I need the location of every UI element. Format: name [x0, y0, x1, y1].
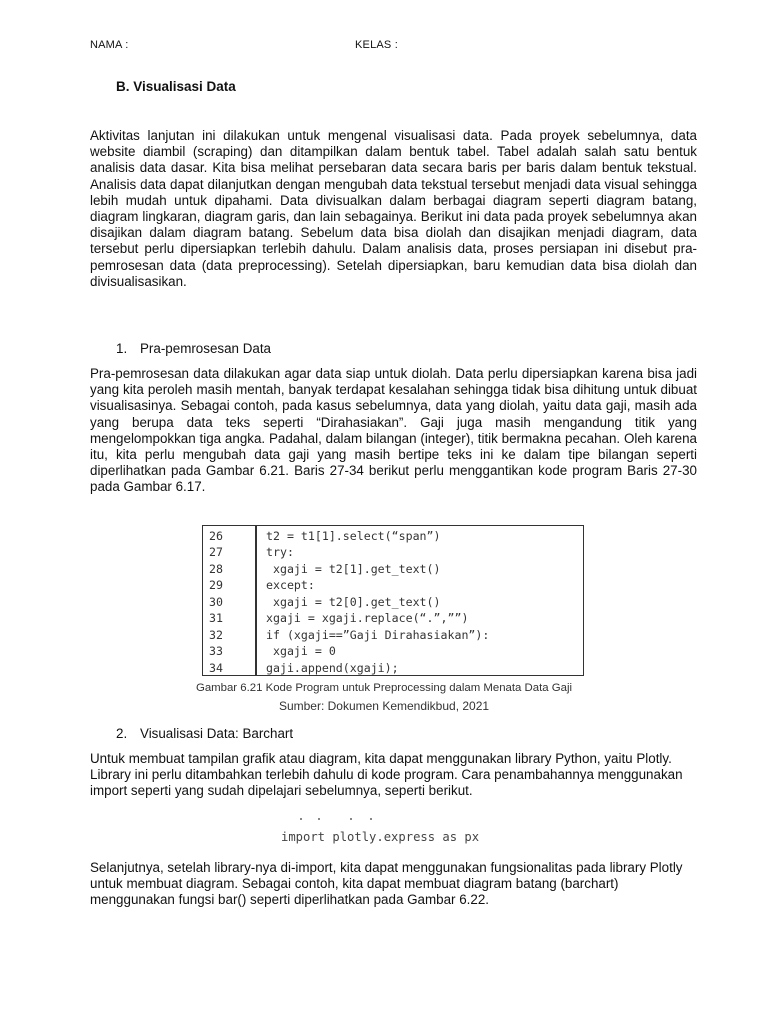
- final-paragraph: Selanjutnya, setelah library-nya di-import, kita dapat menggunakan fungsionalitas pada library Plotly untuk membuat diagram. Sebagai contoh, kita dapat membuat diagram batang (barchart) menggunakan fungsi bar() seperti diperlihatkan pada Gambar 6.22.: [90, 860, 683, 908]
- code-text: gaji.append(xgaji);: [266, 660, 399, 675]
- code-text: if (xgaji==”Gaji Dirahasiakan”):: [266, 627, 490, 642]
- code-text: xgaji = xgaji.replace(“.”,””): [266, 611, 469, 625]
- figure-source: Sumber: Dokumen Kemendikbud, 2021: [278, 699, 490, 713]
- line-number: 30: [209, 594, 223, 609]
- code-text: t2 = t1[1].select(“span”): [266, 528, 441, 543]
- line-number: 28: [209, 561, 223, 576]
- line-number: 26: [209, 528, 223, 543]
- intro-paragraph: Aktivitas lanjutan ini dilakukan untuk mengenal visualisasi data. Pada proyek sebelumnya, data website diambil (scraping) dan ditampilkan dalam bentuk tabel. Tabel adalah salah satu bentuk analisis data dasar. Kita bisa melihat persebaran data secara baris per baris dalam bentuk tekstual. Analisis data dapat dilanjutkan dengan mengubah data tekstual tersebut menjadi data visual sehingga lebih mudah untuk dipahami. Data divisualkan dalam berbagai diagram seperti diagram batang, diagram lingkaran, diagram garis, dan lain sebagainya. Berikut ini data pada proyek sebelumnya akan disajikan dalam diagram batang. Sebelum data bisa diolah dan disajikan menjadi diagram, data tersebut perlu dipersiapkan terlebih dahulu. Dalam analisis data, proses persiapan ini disebut pra-pemrosesan data (data preprocessing). Setelah dipersiapkan, baru kemudian data bisa diolah dan divisualisasikan.: [90, 128, 697, 289]
- figure-caption: Gambar 6.21 Kode Program untuk Preprocessing dalam Menata Data Gaji: [195, 682, 573, 694]
- code-text: xgaji = t2[0].get_text(): [266, 594, 441, 609]
- line-number: 29: [209, 578, 223, 592]
- list-label: Pra-pemrosesan Data: [140, 341, 271, 356]
- code-text: xgaji = 0: [266, 644, 336, 658]
- line-number: 33: [209, 644, 223, 658]
- nama-label: NAMA :: [90, 39, 129, 51]
- barchart-paragraph: Untuk membuat tampilan grafik atau diagram, kita dapat menggunakan library Python, yaitu Plotly. Library ini perlu ditambahkan terlebih dahulu di kode program. Cara penambahannya menggunakan import seperti yang sudah dipelajari sebelumnya, seperti berikut.: [90, 751, 683, 799]
- line-number: 32: [209, 627, 223, 642]
- list-label: Visualisasi Data: Barchart: [140, 726, 294, 741]
- list-item-barchart: [116, 726, 293, 742]
- line-number: 27: [209, 545, 223, 559]
- import-code: import plotly.express as px: [281, 830, 480, 844]
- import-dots-decoration: [300, 818, 420, 822]
- list-number: 1.: [116, 341, 128, 356]
- code-listing: [202, 525, 584, 676]
- list-number: 2.: [116, 726, 128, 741]
- kelas-label: KELAS :: [355, 39, 398, 51]
- line-number: 31: [209, 611, 223, 625]
- code-text: try:: [266, 545, 294, 559]
- code-divider: [255, 526, 257, 675]
- code-text: except:: [266, 578, 315, 592]
- list-item-preprocessing: [116, 341, 271, 357]
- preprocessing-paragraph: Pra-pemrosesan data dilakukan agar data siap untuk diolah. Data perlu dipersiapkan karena bisa jadi yang kita peroleh masih mentah, banyak terdapat kesalahan sehingga tidak bisa dihitung untuk dibuat visualisasinya. Sebagai contoh, pada kasus sebelumnya, data yang diolah, yaitu data gaji, masih ada yang berupa data teks seperti “Dirahasiakan”. Gaji juga masih mengandung titik yang mengelompokkan tiga angka. Padahal, dalam bilangan (integer), titik bermakna pecahan. Oleh karena itu, kita perlu mengubah data gaji yang masih bertipe teks ini ke dalam tipe bilangan seperti diperlihatkan pada Gambar 6.21. Baris 27-34 berikut perlu menggantikan kode program Baris 27-30 pada Gambar 6.17.: [90, 366, 697, 495]
- section-title: B. Visualisasi Data: [116, 79, 236, 94]
- code-text: xgaji = t2[1].get_text(): [266, 561, 441, 576]
- line-number: 34: [209, 660, 223, 675]
